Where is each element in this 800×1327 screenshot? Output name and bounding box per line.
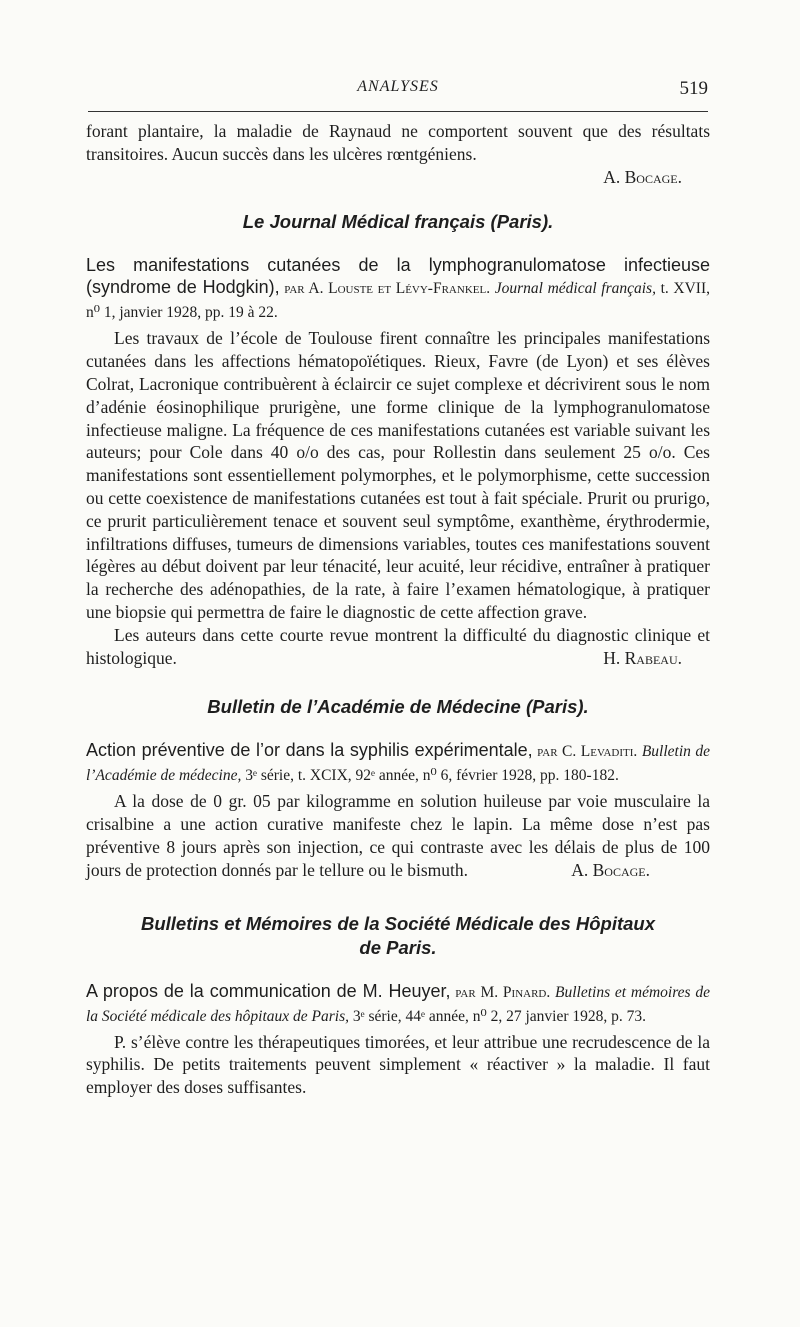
signature-bocage-2: A. Bocage. xyxy=(571,859,650,880)
page-body xyxy=(86,120,710,1099)
abstract-paragraph: Les travaux de l’école de Toulouse firent connaître les principales manifestations cutanées dans les affections hématopoïétiques. Rieux, Favre (de Lyon) et ses élèves Colrat, Lacronique contribuèrent à éclaircir ce sujet complexe et décrivirent sous le nom d’adénie éosinophilique prurigène, une forme clinique de la lymphogranulomatose infectieuse maligne. La fréquence de ces manifestations cutanées est variable suivant les auteurs; pour Cole dans 40 o/o des cas, pour Rollestin dans seulement 25 o/o. Ces manifestations sont essentiellement polymorphes, et le polymorphisme, cette succession ou cette coexistence de manifestations cutanées est tout à fait spéciale. Prurit ou prurigo, ce prurit particulièrement tenace et souvent seul symptôme, exanthème, érythrodermie, infiltrations diffuses, tumeurs de dimensions variables, toutes ces manifestations souvent légères au début doivent par leur ténacité, leur acuité, leur récidive, entraîner à pratiquer la recherche des adénopathies, de la rate, à faire l’examen hématologique, à pratiquer une biopsie qui permettra de faire le diagnostic de cette affection grave. xyxy=(86,328,710,622)
article-journal: Journal médical français, xyxy=(494,280,656,298)
abstract-paragraph: P. s’élève contre les thérapeutiques timorées, et leur attribue une recrudescence de la syphilis. De petits traitements peuvent simplement « réactiver » la maladie. Il faut employer des doses suffisantes. xyxy=(86,1031,710,1098)
journal-heading-bulletins-memoires: Bulletins et Mémoires de la Société Médicale des Hôpitaux de Paris. xyxy=(140,912,656,958)
running-title: ANALYSES xyxy=(357,78,439,95)
article-authors: par C. Levaditi. xyxy=(532,743,642,761)
article-title: Les manifestations cutanées de la lymphogranulomatose infectieuse (syndrome de Hodgkin), xyxy=(86,255,710,298)
journal-heading-journal-medical: Le Journal Médical français (Paris). xyxy=(242,211,554,233)
article-authors: par M. Pinard. xyxy=(450,983,556,1001)
signature-bocage-1: A. Bocage. xyxy=(603,166,682,187)
header-rule xyxy=(88,111,708,112)
article-reference-lymphogranulomatose xyxy=(86,254,710,324)
article-authors: par A. Louste et Lévy-Frankel. xyxy=(279,280,495,298)
continuation-paragraph: forant plantaire, la maladie de Raynaud ne comportent souvent que des résultats transitoires. Aucun succès dans les ulcères rœntgéniens. xyxy=(86,121,710,164)
article-title: Action préventive de l’or dans la syphilis expérimentale, xyxy=(86,740,533,761)
abstract-paragraph-2: Les auteurs dans cette courte revue montrent la difficulté du diagnostic clinique et histologique. H. Rabeau. xyxy=(86,624,710,668)
signature-rabeau: H. Rabeau. xyxy=(603,647,682,668)
article-reference-or-syphilis xyxy=(86,739,710,787)
article-journal: Bulletins et mémoires de la Société médicale des hôpitaux de Paris, xyxy=(86,983,710,1025)
article-citation: t. XVII, n⁰ 1, janvier 1928, pp. 19 à 22. xyxy=(86,280,710,322)
article-citation: 3ᵉ série, 44ᵉ année, n⁰ 2, 27 janvier 1928, p. 73. xyxy=(349,1007,646,1025)
article-title: A propos de la communication de M. Heuyer, xyxy=(86,980,451,1001)
page-number: 519 xyxy=(679,78,708,99)
running-head xyxy=(88,78,708,102)
abstract-paragraph: A la dose de 0 gr. 05 par kilogramme en solution huileuse par voie musculaire la crisalbine a une action curative manifeste chez le lapin. La même dose n’est pas préventive 8 jours après son injection, ce qui contraste avec les délais de plus de 100 jours de protection donnés par le tellure ou le bismuth. A. Bocage. xyxy=(86,791,710,880)
article-reference-heuyer xyxy=(86,980,710,1028)
article-citation: 3ᵉ série, t. XCIX, 92ᵉ année, n⁰ 6, février 1928, pp. 180-182. xyxy=(241,767,619,785)
journal-heading-bulletin-academie: Bulletin de l’Académie de Médecine (Paris). xyxy=(207,696,589,718)
article-journal: Bulletin de l’Académie de médecine, xyxy=(86,743,711,785)
